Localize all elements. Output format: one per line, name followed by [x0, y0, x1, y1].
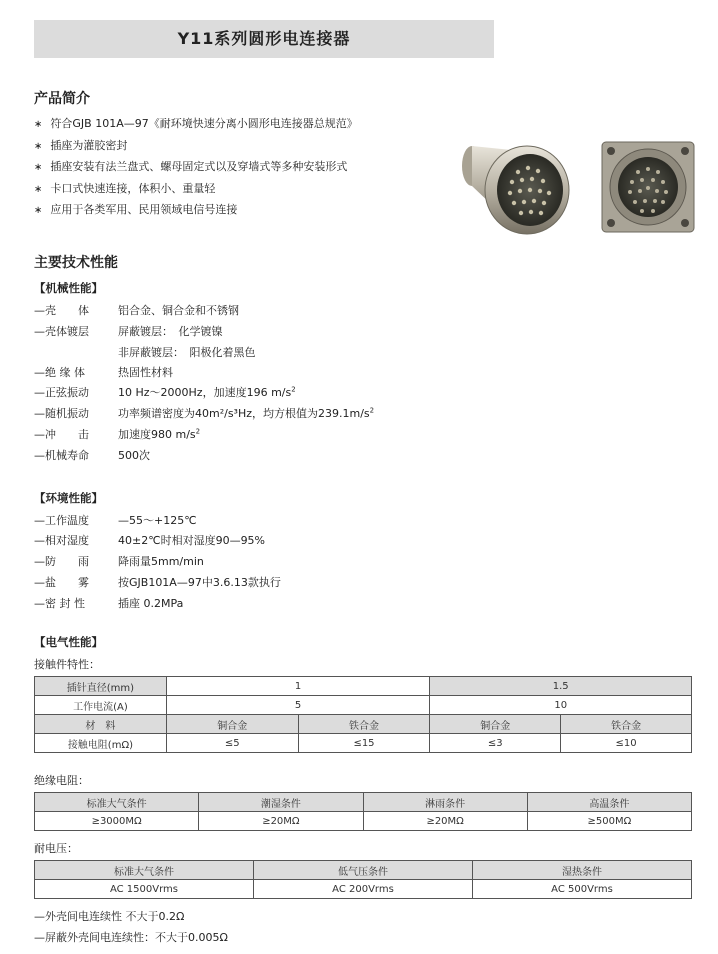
table-cell: ≤10	[561, 734, 692, 753]
insulation-resistance-table	[34, 792, 692, 831]
spec-row: —正弦振动 10 Hz～2000Hz，加速度196 $m/s^2$	[34, 385, 296, 399]
contact-properties-label: 接触件特性：	[34, 658, 100, 671]
page-title: Y11系列圆形电连接器	[177, 29, 351, 48]
table-cell: ≤15	[298, 734, 430, 753]
table-cell: 插针直径(mm)	[35, 677, 167, 696]
shield-continuity-text: —屏蔽外壳间电连续性：不大于0.005Ω	[34, 931, 228, 944]
table-cell: 铁合金	[561, 715, 692, 734]
bullet-item: ∗ 插座安装有法兰盘式、螺母固定式以及穿墙式等多种安装形式	[34, 157, 358, 179]
table-cell: 低气压条件	[254, 861, 473, 880]
table-row	[35, 677, 692, 696]
table-cell: 铜合金	[430, 715, 561, 734]
table-cell: 标准大气条件	[35, 793, 199, 812]
intro-heading: 产品简介	[34, 91, 90, 107]
bullet-item: ∗ 应用于各类军用、民用领域电信号连接	[34, 200, 358, 222]
table-row	[35, 734, 692, 753]
table-cell: 10	[430, 696, 692, 715]
table-cell: 湿热条件	[473, 861, 692, 880]
table-row	[35, 812, 692, 831]
table-cell: ≤5	[166, 734, 298, 753]
spec-row: —盐 雾 按GJB101A—97中3.6.13款执行	[34, 576, 281, 589]
spec-row: —防 雨 降雨量5mm/min	[34, 555, 204, 568]
table-cell: 工作电流(A)	[35, 696, 167, 715]
table-cell: ≥20MΩ	[199, 812, 363, 831]
bullet-item: ∗ 符合GJB 101A—97《耐环境快速分离小圆形电连接器总规范》	[34, 114, 358, 136]
table-row	[35, 793, 692, 812]
bullet-item: ∗ 插座为灌胶密封	[34, 136, 358, 158]
bullet-item: ∗ 卡口式快速连接，体积小、重量轻	[34, 179, 358, 201]
table-cell: ≥3000MΩ	[35, 812, 199, 831]
spec-row: —机械寿命 500次	[34, 449, 150, 462]
environmental-heading: 【环境性能】	[34, 491, 103, 505]
spec-row: —密 封 性 插座 0.2MPa	[34, 597, 184, 610]
withstand-voltage-label: 耐电压：	[34, 842, 78, 855]
spec-row: —随机振动 功率频谱密度为40m²/s³Hz，均方根值为$239.1m/s^2$	[34, 406, 375, 420]
intro-bullet-list	[34, 114, 358, 222]
table-cell: AC 1500Vrms	[35, 880, 254, 899]
insulation-resistance-label: 绝缘电阻：	[34, 774, 89, 787]
table-cell: ≥20MΩ	[363, 812, 527, 831]
table-cell: ≥500MΩ	[527, 812, 691, 831]
spec-row: —壳 体 铝合金、铜合金和不锈钢	[34, 304, 239, 317]
table-cell: 铁合金	[298, 715, 430, 734]
connector-product-photo	[452, 128, 714, 246]
table-cell: 5	[166, 696, 430, 715]
contact-properties-table	[34, 676, 692, 753]
table-cell: 1.5	[430, 677, 692, 696]
spec-row: 非屏蔽镀层： 阳极化着黑色	[118, 346, 256, 359]
table-cell: ≤3	[430, 734, 561, 753]
table-cell: 淋雨条件	[363, 793, 527, 812]
spec-row: —冲 击 加速度980 $m/s^2$	[34, 427, 201, 441]
table-cell: 潮湿条件	[199, 793, 363, 812]
shell-continuity-text: —外壳间电连续性 不大于0.2Ω	[34, 910, 185, 923]
withstand-voltage-table	[34, 860, 692, 899]
table-cell: 1	[166, 677, 430, 696]
table-cell: 标准大气条件	[35, 861, 254, 880]
table-cell: 高温条件	[527, 793, 691, 812]
table-row	[35, 715, 692, 734]
table-cell: AC 200Vrms	[254, 880, 473, 899]
table-row	[35, 880, 692, 899]
table-cell: 接触电阻(mΩ)	[35, 734, 167, 753]
spec-row: —绝 缘 体 热固性材料	[34, 366, 173, 379]
spec-row: —工作温度 —55～+125℃	[34, 514, 197, 527]
table-row	[35, 861, 692, 880]
electrical-heading: 【电气性能】	[34, 635, 103, 649]
specs-heading: 主要技术性能	[34, 255, 118, 271]
mechanical-heading: 【机械性能】	[34, 281, 103, 295]
table-cell: 材 料	[35, 715, 167, 734]
table-cell: AC 500Vrms	[473, 880, 692, 899]
spec-row: —相对湿度 40±2℃时相对湿度90—95%	[34, 534, 266, 547]
table-row	[35, 696, 692, 715]
table-cell: 铜合金	[166, 715, 298, 734]
spec-row: —壳体镀层 屏蔽镀层： 化学镀镍	[34, 325, 223, 338]
